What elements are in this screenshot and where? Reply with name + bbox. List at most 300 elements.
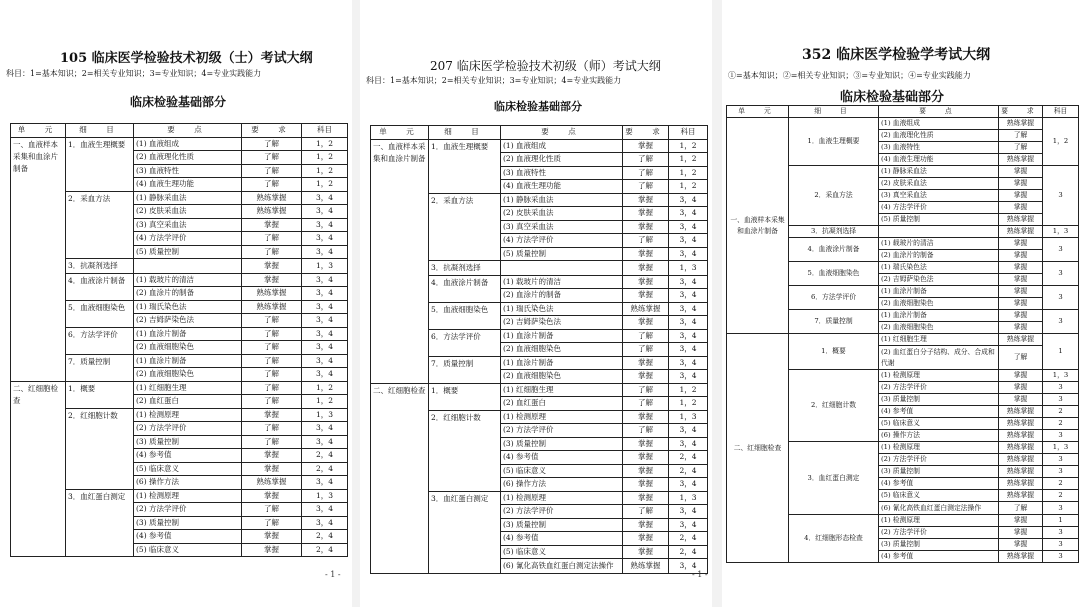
requirement-cell: 了解 [623,153,669,167]
point-cell: (3) 血液特性 [501,166,623,180]
requirement-cell: 掌握 [242,530,302,544]
requirement-cell: 熟练掌握 [999,406,1043,418]
subject-cell: 3 [1043,454,1079,466]
point-cell: (2) 皮肤采血法 [134,205,242,219]
syllabus-table [10,123,348,557]
point-cell: (6) 操作方法 [501,478,623,492]
requirement-cell: 了解 [623,424,669,438]
section-title: 临床检验基础部分 [130,95,227,109]
point-cell: (2) 方法学评价 [501,424,623,438]
subject-cell: 3，4 [669,275,708,289]
point-cell: (1) 血液组成 [501,139,623,153]
detail-cell: 3．抗凝剂选择 [789,226,879,238]
subject-cell: 2，4 [669,451,708,465]
subject-cell: 3，4 [669,220,708,234]
point-cell: (1) 血涂片制备 [879,310,999,322]
detail-cell: 3．血红蛋白测定 [789,442,879,515]
page-title: 207 临床医学检验技术初级（师）考试大纲 [430,59,661,73]
detail-cell: 4．血液涂片制备 [66,273,134,300]
detail-cell: 6．方法学评价 [429,329,501,356]
detail-cell: 2．采血方法 [66,191,134,259]
requirement-cell: 掌握 [623,139,669,153]
requirement-cell: 熟练掌握 [242,205,302,219]
subject-cell: 2，4 [302,449,348,463]
requirement-cell: 了解 [242,137,302,151]
header-detail: 细 目 [66,124,134,138]
point-cell: (2) 方法学评价 [501,505,623,519]
requirement-cell: 熟练掌握 [999,551,1043,563]
point-cell: (1) 红细胞生理 [134,381,242,395]
requirement-cell: 熟练掌握 [623,302,669,316]
requirement-cell: 熟练掌握 [999,154,1043,166]
point-cell: (5) 临床意义 [501,464,623,478]
point-cell: (2) 皮肤采血法 [879,178,999,190]
point-cell: (2) 方法学评价 [879,382,999,394]
requirement-cell: 掌握 [623,261,669,276]
header-requirement: 要 求 [242,124,302,138]
point-cell: (1) 瑞氏染色法 [501,302,623,316]
detail-cell: 4．血液涂片制备 [429,275,501,302]
detail-cell: 2．采血方法 [789,166,879,226]
subject-cell: 1，3 [1043,442,1079,454]
requirement-cell: 掌握 [242,218,302,232]
requirement-cell: 掌握 [242,543,302,557]
requirement-cell: 了解 [623,166,669,180]
point-cell [879,226,999,238]
point-cell: (1) 血涂片制备 [501,329,623,343]
subject-cell: 1，2 [1043,118,1079,166]
subject-cell: 3，4 [302,354,348,368]
requirement-cell: 了解 [242,503,302,517]
section-title: 临床检验基础部分 [840,90,945,105]
header-point: 要 点 [879,106,999,118]
subject-cell: 1，2 [669,383,708,397]
detail-cell: 5．血液细胞染色 [429,302,501,329]
requirement-cell: 掌握 [999,310,1043,322]
detail-cell: 1．概要 [789,334,879,370]
point-cell: (2) 血液细胞染色 [879,322,999,334]
subject-cell: 3，4 [669,193,708,207]
table-row [11,137,348,151]
requirement-cell: 掌握 [999,515,1043,527]
point-cell [134,259,242,274]
point-cell: (4) 参考值 [501,451,623,465]
subject-cell: 3，4 [302,314,348,328]
subject-cell: 3，4 [669,518,708,532]
subject-legend: 科目：1=基本知识；2=相关专业知识；3=专业知识；4=专业实践能力 [366,76,622,85]
requirement-cell: 了解 [242,435,302,449]
subject-cell: 3，4 [302,503,348,517]
subject-cell: 3，4 [302,368,348,382]
page-gap [352,0,360,607]
requirement-cell: 了解 [242,354,302,368]
subject-cell: 3 [1043,466,1079,478]
subject-cell: 3 [1043,166,1079,226]
point-cell: (2) 血液细胞染色 [134,341,242,355]
subject-cell: 3 [1043,238,1079,262]
table-row [727,118,1079,130]
subject-cell: 2 [1043,418,1079,430]
requirement-cell: 掌握 [623,220,669,234]
requirement-cell: 熟练掌握 [242,300,302,314]
subject-cell: 3，4 [302,273,348,287]
point-cell: (4) 参考值 [134,449,242,463]
unit-cell: 二、红细胞检查 [11,381,66,557]
point-cell: (4) 方法学评价 [134,232,242,246]
point-cell: (1) 瑞氏染色法 [879,262,999,274]
point-cell: (2) 方法学评价 [134,503,242,517]
subject-cell: 1 [1043,334,1079,370]
page-title: 105 临床医学检验技术初级（士）考试大纲 [60,51,313,66]
point-cell: (3) 血液特性 [134,164,242,178]
subject-cell: 1，3 [302,408,348,422]
point-cell: (5) 临床意义 [879,490,999,502]
page-number: - 1 - [325,570,341,579]
requirement-cell: 掌握 [999,262,1043,274]
detail-cell: 3．血红蛋白测定 [429,491,501,573]
point-cell: (1) 检测原理 [879,515,999,527]
requirement-cell: 掌握 [623,316,669,330]
header-unit: 单 元 [11,124,66,138]
subject-cell: 1，3 [669,410,708,424]
requirement-cell: 了解 [242,381,302,395]
point-cell: (2) 方法学评价 [879,454,999,466]
requirement-cell: 了解 [242,516,302,530]
requirement-cell: 熟练掌握 [999,454,1043,466]
point-cell: (1) 血涂片制备 [134,354,242,368]
subject-cell: 2，4 [669,545,708,559]
requirement-cell: 熟练掌握 [242,476,302,490]
requirement-cell: 了解 [623,397,669,411]
subject-cell: 1，2 [302,178,348,192]
syllabus-page-207 [360,0,712,607]
subject-cell: 3，4 [302,422,348,436]
subject-cell: 3，4 [302,218,348,232]
table-row [11,381,348,395]
requirement-cell: 掌握 [242,273,302,287]
header-detail: 细 目 [789,106,879,118]
requirement-cell: 熟练掌握 [999,418,1043,430]
point-cell: (2) 血液理化性质 [501,153,623,167]
point-cell: (2) 血液细胞染色 [501,370,623,384]
requirement-cell: 掌握 [242,408,302,422]
requirement-cell: 了解 [623,180,669,194]
requirement-cell: 了解 [623,234,669,248]
point-cell: (1) 血液组成 [134,137,242,151]
requirement-cell: 了解 [242,368,302,382]
requirement-cell: 了解 [242,327,302,341]
requirement-cell: 掌握 [623,451,669,465]
point-cell: (1) 血涂片制备 [501,356,623,370]
point-cell: (3) 真空采血法 [879,190,999,202]
subject-cell: 3，4 [669,329,708,343]
requirement-cell: 熟练掌握 [242,287,302,301]
detail-cell: 4．红细胞形态检查 [789,515,879,563]
detail-cell: 2．红细胞计数 [429,410,501,491]
point-cell: (1) 静脉采血法 [501,193,623,207]
point-cell: (1) 检测原理 [501,491,623,505]
point-cell: (2) 血涂片的制备 [134,287,242,301]
subject-cell: 3，4 [302,327,348,341]
subject-cell: 3，4 [669,424,708,438]
point-cell: (5) 质量控制 [134,245,242,259]
point-cell: (3) 质量控制 [879,539,999,551]
point-cell: (2) 吉姆萨染色法 [879,274,999,286]
point-cell: (4) 参考值 [879,406,999,418]
requirement-cell: 了解 [623,505,669,519]
point-cell: (3) 质量控制 [134,516,242,530]
point-cell: (4) 方法学评价 [501,234,623,248]
point-cell: (2) 血红蛋白分子结构、成分、合成和代谢 [879,346,999,370]
subject-cell: 3，4 [669,505,708,519]
detail-cell: 5．血液细胞染色 [66,300,134,327]
subject-cell: 3，4 [302,516,348,530]
page-gap [712,0,722,607]
point-cell: (4) 血液生理功能 [879,154,999,166]
requirement-cell: 了解 [999,130,1043,142]
point-cell: (1) 静脉采血法 [879,166,999,178]
requirement-cell: 掌握 [999,238,1043,250]
syllabus-page-352 [722,0,1080,607]
point-cell: (2) 方法学评价 [879,527,999,539]
detail-cell: 1．概要 [429,383,501,410]
point-cell: (5) 质量控制 [879,214,999,226]
point-cell: (3) 真空采血法 [501,220,623,234]
subject-cell: 3，4 [669,289,708,303]
syllabus-page-105 [0,0,352,607]
header-unit: 单 元 [727,106,789,118]
requirement-cell: 掌握 [999,370,1043,382]
subject-cell: 1，2 [669,166,708,180]
point-cell: (1) 检测原理 [879,442,999,454]
point-cell: (4) 参考值 [501,532,623,546]
subject-cell: 3，4 [669,437,708,451]
detail-cell: 2．红细胞计数 [66,408,134,489]
detail-cell: 7．质量控制 [66,354,134,381]
detail-cell: 2．采血方法 [429,193,501,261]
subject-cell: 2 [1043,490,1079,502]
point-cell: (1) 血涂片制备 [134,327,242,341]
point-cell: (1) 载玻片的清洁 [134,273,242,287]
subject-cell: 1，2 [669,153,708,167]
subject-cell: 3，4 [669,316,708,330]
requirement-cell: 了解 [242,314,302,328]
subject-cell: 1，2 [669,397,708,411]
requirement-cell: 掌握 [623,193,669,207]
detail-cell: 7．质量控制 [429,356,501,383]
requirement-cell: 掌握 [623,437,669,451]
point-cell: (2) 方法学评价 [134,422,242,436]
subject-cell: 3 [1043,527,1079,539]
requirement-cell: 熟练掌握 [999,442,1043,454]
detail-cell: 1．概要 [66,381,134,408]
point-cell: (1) 检测原理 [134,489,242,503]
requirement-cell: 了解 [242,164,302,178]
point-cell [501,261,623,276]
header-subject: 科目 [302,124,348,138]
subject-cell: 2，4 [669,532,708,546]
point-cell: (6) 操作方法 [134,476,242,490]
requirement-cell: 了解 [242,422,302,436]
detail-cell: 5．血液细胞染色 [789,262,879,286]
subject-cell: 3，4 [669,478,708,492]
requirement-cell: 掌握 [999,202,1043,214]
requirement-cell: 掌握 [623,247,669,261]
point-cell: (5) 临床意义 [501,545,623,559]
subject-cell: 3，4 [669,370,708,384]
requirement-cell: 掌握 [999,178,1043,190]
point-cell: (4) 参考值 [879,551,999,563]
header-detail: 细 目 [429,126,501,140]
requirement-cell: 掌握 [623,207,669,221]
point-cell: (5) 质量控制 [501,247,623,261]
point-cell: (1) 载玻片的清洁 [879,238,999,250]
subject-cell: 1，3 [1043,226,1079,238]
requirement-cell: 了解 [999,502,1043,515]
subject-cell: 1，2 [302,381,348,395]
point-cell: (2) 血涂片的制备 [879,250,999,262]
subject-cell: 2 [1043,478,1079,490]
detail-cell: 1．血液生理概要 [429,139,501,193]
unit-cell: 二、红细胞检查 [727,334,789,563]
header-requirement: 要 求 [999,106,1043,118]
point-cell: (1) 血涂片制备 [879,286,999,298]
subject-cell: 1，2 [302,137,348,151]
point-cell: (3) 质量控制 [501,437,623,451]
requirement-cell: 熟练掌握 [999,226,1043,238]
requirement-cell: 了解 [623,383,669,397]
subject-cell: 3，4 [669,356,708,370]
requirement-cell: 熟练掌握 [999,214,1043,226]
subject-cell: 1，3 [669,491,708,505]
subject-cell: 3，4 [302,191,348,205]
point-cell: (4) 参考值 [134,530,242,544]
page-number: - 1 - [692,570,708,579]
requirement-cell: 了解 [999,142,1043,154]
requirement-cell: 熟练掌握 [999,478,1043,490]
header-point: 要 点 [134,124,242,138]
detail-cell: 4．血液涂片制备 [789,238,879,262]
requirement-cell: 掌握 [242,489,302,503]
point-cell: (1) 血液组成 [879,118,999,130]
requirement-cell: 掌握 [623,275,669,289]
subject-cell: 3，4 [669,343,708,357]
point-cell: (3) 真空采血法 [134,218,242,232]
point-cell: (2) 吉姆萨染色法 [501,316,623,330]
requirement-cell: 熟练掌握 [999,118,1043,130]
point-cell: (2) 血液细胞染色 [879,298,999,310]
subject-cell: 3，4 [669,302,708,316]
point-cell: (2) 皮肤采血法 [501,207,623,221]
subject-cell: 3 [1043,539,1079,551]
requirement-cell: 了解 [999,346,1043,370]
requirement-cell: 掌握 [623,410,669,424]
requirement-cell: 掌握 [999,166,1043,178]
detail-cell: 1．血液生理概要 [66,137,134,191]
point-cell: (3) 血液特性 [879,142,999,154]
point-cell: (3) 质量控制 [134,435,242,449]
detail-cell: 7．质量控制 [789,310,879,334]
subject-cell: 2，4 [669,464,708,478]
requirement-cell: 熟练掌握 [623,559,669,574]
point-cell: (1) 静脉采血法 [134,191,242,205]
requirement-cell: 掌握 [999,322,1043,334]
detail-cell: 6．方法学评价 [66,327,134,354]
requirement-cell: 掌握 [242,449,302,463]
header-subject: 科目 [669,126,708,140]
header-subject: 科目 [1043,106,1079,118]
requirement-cell: 了解 [242,341,302,355]
requirement-cell: 掌握 [999,298,1043,310]
requirement-cell: 掌握 [623,356,669,370]
point-cell: (6) 氰化高铁血红蛋白测定法操作 [879,502,999,515]
point-cell: (2) 血液细胞染色 [134,368,242,382]
subject-cell: 3，4 [302,232,348,246]
point-cell: (2) 血红蛋白 [501,397,623,411]
requirement-cell: 掌握 [242,462,302,476]
detail-cell: 6．方法学评价 [789,286,879,310]
subject-cell: 3 [1043,551,1079,563]
point-cell: (2) 血液理化性质 [134,151,242,165]
subject-cell: 1，3 [669,261,708,276]
subject-cell: 3 [1043,430,1079,442]
requirement-cell: 熟练掌握 [242,191,302,205]
requirement-cell: 了解 [242,395,302,409]
requirement-cell: 掌握 [623,491,669,505]
requirement-cell: 了解 [242,178,302,192]
requirement-cell: 掌握 [999,382,1043,394]
unit-cell: 一、血液样本采集和血涂片制备 [727,118,789,334]
subject-cell: 1 [1043,515,1079,527]
subject-cell: 3，4 [669,559,708,574]
requirement-cell: 了解 [242,232,302,246]
subject-cell: 3，4 [302,287,348,301]
requirement-cell: 掌握 [999,274,1043,286]
header-requirement: 要 求 [623,126,669,140]
point-cell: (2) 血液细胞染色 [501,343,623,357]
subject-cell: 3，4 [302,300,348,314]
requirement-cell: 掌握 [623,478,669,492]
subject-cell: 3 [1043,286,1079,310]
unit-cell: 二、红细胞检查 [371,383,429,573]
point-cell: (1) 检测原理 [501,410,623,424]
requirement-cell: 掌握 [623,545,669,559]
point-cell: (1) 红细胞生理 [501,383,623,397]
point-cell: (5) 临床意义 [879,418,999,430]
requirement-cell: 掌握 [623,464,669,478]
detail-cell: 2．红细胞计数 [789,370,879,442]
subject-cell: 2，4 [302,543,348,557]
table-row [371,383,708,397]
subject-cell: 1，2 [669,180,708,194]
point-cell: (3) 质量控制 [879,394,999,406]
point-cell: (4) 血液生理功能 [134,178,242,192]
point-cell: (6) 操作方法 [879,430,999,442]
subject-cell: 3 [1043,394,1079,406]
requirement-cell: 掌握 [623,532,669,546]
subject-cell: 1，3 [302,259,348,274]
subject-cell: 3 [1043,310,1079,334]
subject-cell: 1，2 [302,164,348,178]
requirement-cell: 掌握 [623,289,669,303]
subject-cell: 3，4 [669,234,708,248]
subject-legend: 科目：1=基本知识；2=相关专业知识；3=专业知识；4=专业实践能力 [6,69,262,78]
requirement-cell: 了解 [242,245,302,259]
point-cell: (5) 临床意义 [134,543,242,557]
requirement-cell: 掌握 [242,259,302,274]
subject-cell: 1，2 [302,151,348,165]
subject-cell: 3，4 [302,341,348,355]
